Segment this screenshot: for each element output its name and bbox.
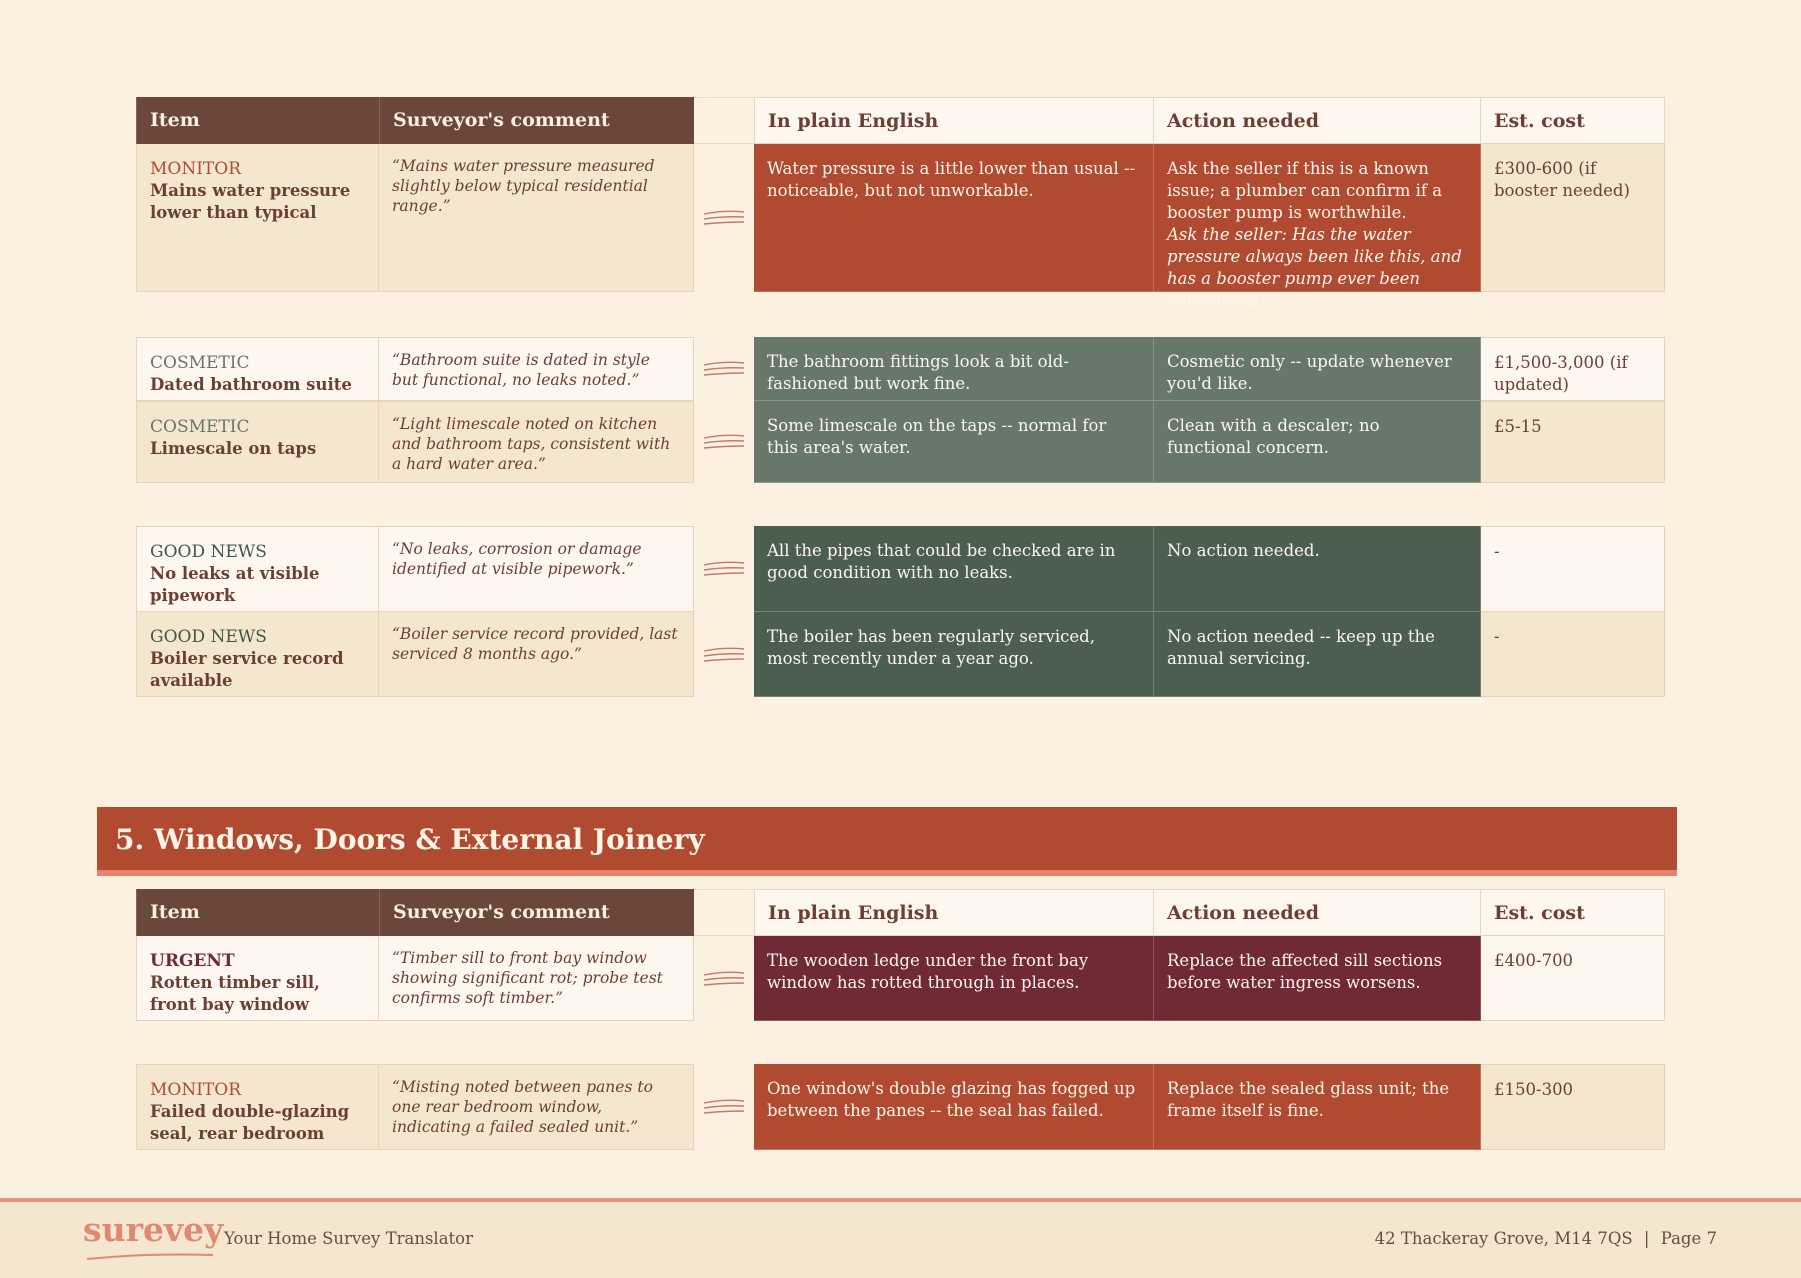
- footer-separator: |: [1643, 1229, 1650, 1248]
- action-needed: No action needed -- keep up the annual servicing.: [1154, 612, 1481, 697]
- surveyor-comment: “Timber sill to front bay window showing significant rot; probe test confirms soft timber.”: [379, 936, 694, 1021]
- arrow-lines-icon: [702, 1098, 746, 1116]
- surveyor-comment: “Boiler service record provided, last serviced 8 months ago.”: [379, 612, 694, 697]
- header-item: Item: [136, 97, 379, 144]
- table-row: [136, 526, 1665, 612]
- severity-tag: MONITOR: [150, 1080, 242, 1100]
- table-row: [136, 1064, 1665, 1150]
- arrow-lines-icon: [702, 970, 746, 988]
- header-est-cost: Est. cost: [1481, 97, 1665, 144]
- arrow-lines-icon: [702, 360, 746, 378]
- est-cost: £150-300: [1481, 1064, 1665, 1150]
- arrow-lines-icon: [702, 433, 746, 451]
- header-est-cost: Est. cost: [1481, 889, 1665, 936]
- translation-arrow: [694, 337, 754, 401]
- table-plumbing: [136, 97, 1665, 310]
- page-footer: [0, 1198, 1801, 1278]
- translation-arrow: [694, 401, 754, 483]
- item-cell: [136, 401, 379, 483]
- plain-english: Some limescale on the taps -- normal for this area's water.: [754, 401, 1154, 483]
- est-cost: £400-700: [1481, 936, 1665, 1021]
- action-needed: Clean with a descaler; no functional concern.: [1154, 401, 1481, 483]
- translation-arrow: [694, 612, 754, 697]
- item-name: Dated bathroom suite: [150, 375, 352, 394]
- table-header: [136, 889, 1665, 936]
- table-windows: [136, 889, 1665, 1021]
- footer-tagline: Your Home Survey Translator: [224, 1229, 473, 1248]
- surveyor-comment: “No leaks, corrosion or damage identified at visible pipework.”: [379, 526, 694, 612]
- table-row: [136, 144, 1665, 310]
- footer-address-page: [1375, 1229, 1717, 1248]
- header-plain-english: In plain English: [754, 97, 1154, 144]
- table-row: [136, 612, 1665, 697]
- header-surveyor-comment: Surveyor's comment: [379, 889, 694, 936]
- plain-english: All the pipes that could be checked are in good condition with no leaks.: [754, 526, 1154, 612]
- table-row: [136, 936, 1665, 1021]
- action-needed: Replace the sealed glass unit; the frame itself is fine.: [1154, 1064, 1481, 1150]
- est-cost: £1,500-3,000 (if updated): [1481, 337, 1665, 401]
- severity-tag: URGENT: [150, 951, 235, 971]
- header-gap: [694, 889, 754, 936]
- item-name: Limescale on taps: [150, 439, 317, 458]
- severity-tag: GOOD NEWS: [150, 542, 267, 562]
- surveyor-comment: “Mains water pressure measured slightly below typical residential range.”: [379, 144, 694, 292]
- table-header: [136, 97, 1665, 144]
- severity-tag: COSMETIC: [150, 417, 250, 437]
- translation-arrow: [694, 1064, 754, 1150]
- action-needed: Cosmetic only -- update whenever you'd like.: [1154, 337, 1481, 401]
- item-name: Rotten timber sill, front bay window: [150, 973, 320, 1014]
- property-address: 42 Thackeray Grove, M14 7QS: [1374, 1229, 1633, 1248]
- page-number: Page 7: [1660, 1229, 1717, 1248]
- item-name: No leaks at visible pipework: [150, 564, 320, 605]
- translation-arrow: [694, 936, 754, 1021]
- translation-arrow: [694, 526, 754, 612]
- item-cell: [136, 144, 379, 292]
- logo-text: surevey: [83, 1210, 224, 1249]
- header-gap: [694, 97, 754, 144]
- item-cell: [136, 337, 379, 401]
- table-row: [136, 401, 1665, 483]
- table-row: [136, 337, 1665, 401]
- surveyor-comment: “Light limescale noted on kitchen and bathroom taps, consistent with a hard water area.”: [379, 401, 694, 483]
- severity-tag: GOOD NEWS: [150, 627, 267, 647]
- item-name: Boiler service record available: [150, 649, 344, 690]
- arrow-lines-icon: [702, 560, 746, 578]
- ask-seller: Ask the seller: Has the water pressure always been like this, and has a booster pump ever been considered?: [1167, 225, 1462, 310]
- brand-logo[interactable]: [83, 1210, 223, 1249]
- surveyor-comment: “Misting noted between panes to one rear bedroom window, indicating a failed sealed unit.”: [379, 1064, 694, 1150]
- arrow-lines-icon: [702, 209, 746, 227]
- item-name: Failed double-glazing seal, rear bedroom: [150, 1102, 350, 1143]
- section-header: [97, 807, 1677, 876]
- surveyor-comment: “Bathroom suite is dated in style but functional, no leaks noted.”: [379, 337, 694, 401]
- plain-english: Water pressure is a little lower than usual -- noticeable, but not unworkable.: [754, 144, 1154, 292]
- header-surveyor-comment: Surveyor's comment: [379, 97, 694, 144]
- action-needed: Replace the affected sill sections before water ingress worsens.: [1154, 936, 1481, 1021]
- header-item: Item: [136, 889, 379, 936]
- header-action-needed: Action needed: [1154, 97, 1481, 144]
- header-action-needed: Action needed: [1154, 889, 1481, 936]
- est-cost: -: [1481, 526, 1665, 612]
- est-cost: -: [1481, 612, 1665, 697]
- table-glazing: [136, 1064, 1665, 1150]
- translation-arrow: [694, 144, 754, 292]
- est-cost: £5-15: [1481, 401, 1665, 483]
- severity-tag: COSMETIC: [150, 353, 250, 373]
- action-text: Ask the seller if this is a known issue; a plumber can confirm if a booster pump is worthwhile.: [1167, 159, 1443, 222]
- table-good-news: [136, 526, 1665, 697]
- section-title: 5. Windows, Doors & External Joinery: [115, 823, 705, 856]
- table-cosmetic: [136, 337, 1665, 483]
- item-cell: [136, 1064, 379, 1150]
- arrow-lines-icon: [702, 646, 746, 664]
- plain-english: The bathroom fittings look a bit old-fashioned but work fine.: [754, 337, 1154, 401]
- item-cell: [136, 612, 379, 697]
- header-plain-english: In plain English: [754, 889, 1154, 936]
- item-name: Mains water pressure lower than typical: [150, 181, 351, 222]
- plain-english: The boiler has been regularly serviced, most recently under a year ago.: [754, 612, 1154, 697]
- severity-tag: MONITOR: [150, 159, 242, 179]
- plain-english: The wooden ledge under the front bay window has rotted through in places.: [754, 936, 1154, 1021]
- item-cell: [136, 526, 379, 612]
- action-needed: [1154, 144, 1481, 310]
- est-cost: £300-600 (if booster needed): [1481, 144, 1665, 292]
- logo-swoosh-icon: [85, 1252, 215, 1262]
- item-cell: [136, 936, 379, 1021]
- plain-english: One window's double glazing has fogged up between the panes -- the seal has failed.: [754, 1064, 1154, 1150]
- action-needed: No action needed.: [1154, 526, 1481, 612]
